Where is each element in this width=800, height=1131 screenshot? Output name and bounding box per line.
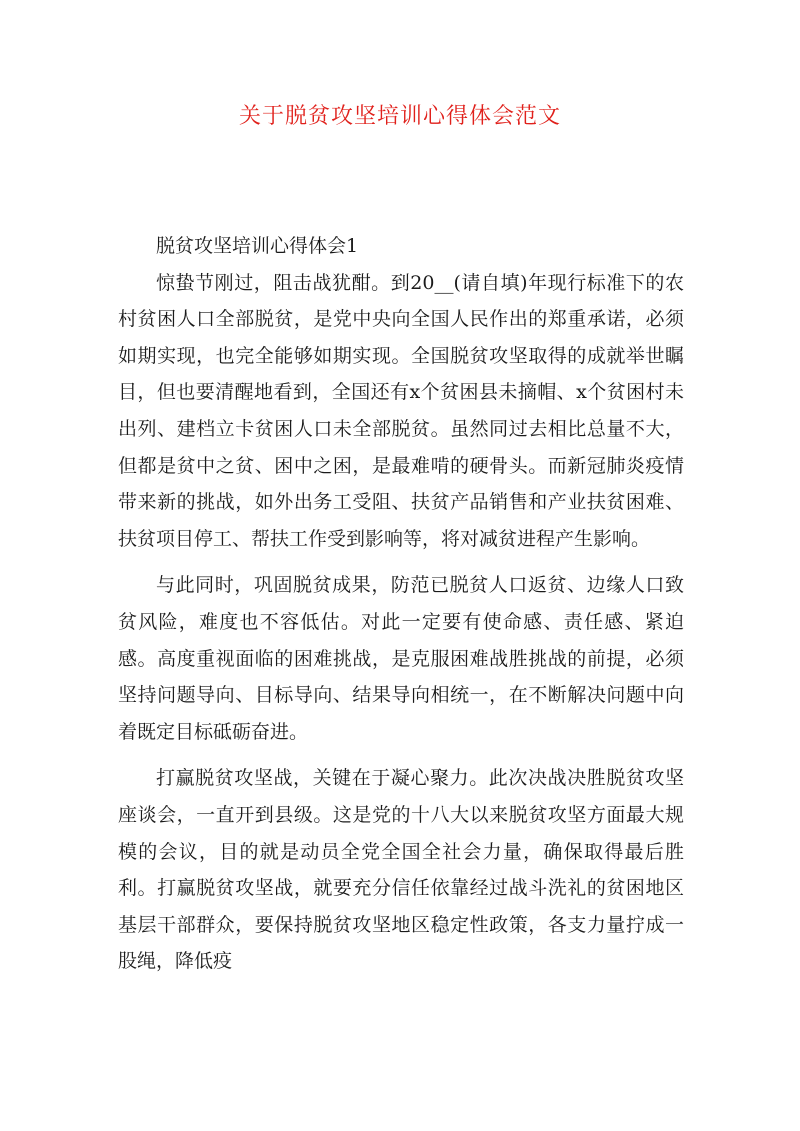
- paragraph-1: 惊蛰节刚过，阻击战犹酣。到20__(请自填)年现行标准下的农村贫困人口全部脱贫，是党中央向全国人民作出的郑重承诺，必须如期实现，也完全能够如期实现。全国脱贫攻坚取得的成就举世瞩目，但也要清醒地看到，全国还有x个贫困县未摘帽、x个贫困村未出列、建档立卡贫困人口未全部脱贫。虽然同过去相比总量不大，但都是贫中之贫、困中之困，是最难啃的硬骨头。而新冠肺炎疫情带来新的挑战，如外出务工受阻、扶贫产品销售和产业扶贫困难、扶贫项目停工、帮扶工作受到影响等，将对减贫进程产生影响。: [118, 271, 684, 550]
- paragraph-2: 与此同时，巩固脱贫成果，防范已脱贫人口返贫、边缘人口致贫风险，难度也不容低估。对此一定要有使命感、责任感、紧迫感。高度重视面临的困难挑战，是克服困难战胜挑战的前提，必须坚持问题导向、目标导向、结果导向相统一，在不断解决问题中向着既定目标砥砺奋进。: [118, 574, 684, 743]
- document-body: [118, 228, 684, 980]
- document-title: 关于脱贫攻坚培训心得体会范文: [238, 104, 561, 129]
- section-subtitle: 脱贫攻坚培训心得体会1: [156, 235, 359, 257]
- paragraph-3: 打赢脱贫攻坚战，关键在于凝心聚力。此次决战决胜脱贫攻坚座谈会，一直开到县级。这是党的十八大以来脱贫攻坚方面最大规模的会议，目的就是动员全党全国全社会力量，确保取得最后胜利。打赢脱贫攻坚战，就要充分信任依靠经过战斗洗礼的贫困地区基层干部群众，要保持脱贫攻坚地区稳定性政策，各支力量拧成一股绳，降低疫: [118, 767, 684, 973]
